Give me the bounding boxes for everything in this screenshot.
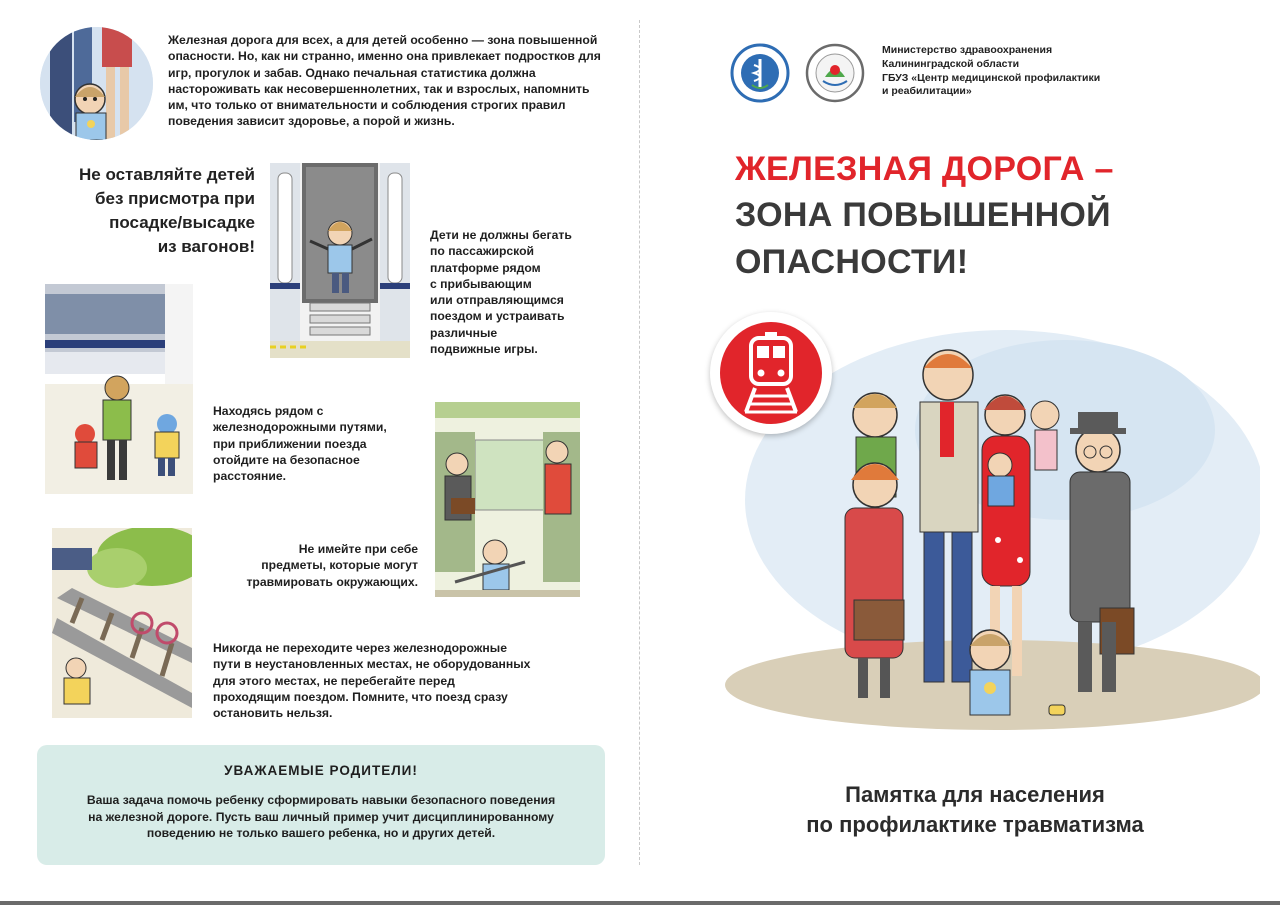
warning-heading-line: посадке/высадке (109, 213, 255, 232)
warning-heading-line: из вагонов! (157, 237, 255, 256)
memo-subtitle (740, 780, 1210, 840)
train-door-illustration (270, 163, 410, 358)
platform-tip-line: поездом и устраивать (430, 309, 565, 324)
brochure-title-line-1: ЖЕЛЕЗНАЯ ДОРОГА – (735, 150, 1114, 188)
ministry-line: ГБУЗ «Центр медицинской профилактики (882, 71, 1101, 84)
coach-interior-illustration (435, 402, 580, 597)
warning-heading-line: Не оставляйте детей (78, 165, 255, 184)
platform-tip-line: платформе рядом (430, 260, 541, 275)
items-tip (225, 541, 418, 590)
platform-tip-line: подвижные игры. (430, 342, 538, 357)
crossing-tip (213, 640, 553, 721)
ministry-line: и реабилитации» (882, 85, 972, 98)
health-ministry-seal-icon (730, 43, 790, 103)
tracks-tip-line: расстояние. (213, 469, 286, 484)
tracks-tip (213, 403, 413, 484)
crossing-tip-line: Никогда не переходите через железнодорожные (213, 641, 507, 655)
train-badge (710, 312, 832, 434)
ministry-line: Министерство здравоохранения (882, 44, 1053, 56)
crossing-tip-line: остановить нельзя. (213, 706, 333, 721)
memo-line: Памятка для населения (845, 782, 1105, 807)
crossing-tip-line: проходящим поездом. Помните, что поезд сразу (213, 689, 508, 704)
parents-notice-text (55, 792, 587, 842)
family-illustration (840, 340, 1145, 735)
ministry-line: Калининградской области (882, 57, 1020, 70)
tracks-tip-line: железнодорожными путями, (213, 420, 387, 435)
tracks-tip-line: при приближении поезда (213, 436, 367, 451)
parents-notice-line: поведению не только вашего ребенка, но и других детей. (146, 826, 496, 840)
platform-tip-line: Дети не должны бегать (430, 228, 572, 242)
bottom-border (0, 901, 1280, 905)
crossing-tip-line: пути в неустановленных местах, не оборудованных (213, 657, 531, 672)
brochure-title-line-2: ЗОНА ПОВЫШЕННОЙ (735, 196, 1111, 234)
ministry-header (882, 44, 1142, 99)
platform-train-illustration (45, 284, 193, 494)
platform-tip-line: по пассажирской (430, 244, 535, 259)
parents-notice-line: Ваша задача помочь ребенку сформировать навыки безопасного поведения (86, 793, 556, 807)
parents-notice-title: УВАЖАЕМЫЕ РОДИТЕЛИ! (224, 763, 418, 778)
train-icon (720, 322, 822, 424)
tracks-tip-line: отойдите на безопасное (213, 452, 360, 467)
items-tip-line: Не имейте при себе (298, 542, 418, 556)
crossing-tip-line: для этого местах, не перебегайте перед (213, 673, 455, 688)
parents-notice-line: на железной дороге. Пусть ваш личный пример учит дисциплинированному (88, 809, 554, 824)
boarding-warning-heading (40, 163, 255, 259)
train-badge-circle (720, 322, 822, 424)
page-fold-line (639, 20, 640, 865)
tracks-tip-line: Находясь рядом с (213, 404, 324, 418)
platform-tip-line: с прибывающим (430, 276, 532, 291)
brochure-title-line-3: ОПАСНОСТИ! (735, 243, 969, 281)
platform-tip-line: различные (430, 325, 498, 340)
memo-line: по профилактике травматизма (806, 812, 1144, 837)
platform-tip-line: или отправляющимся (430, 293, 564, 308)
prevention-center-seal-icon (805, 43, 865, 103)
intro-paragraph: Железная дорога для всех, а для детей особенно — зона повышенной опасности. Но, как ни странно, именно она привлекает подростков для игр, прогулок и забав. Однако печальная статистика должна настороживать как несовершеннолетних, так и взрослых, напомнить им, что только от внимательности и соблюдения строгих правил поведения зависит здоровье, а порой и жизнь. (168, 33, 601, 129)
parents-notice-box (37, 745, 605, 865)
platform-tip (430, 227, 600, 357)
intro-child-illustration (40, 27, 153, 140)
items-tip-line: предметы, которые могут (261, 558, 418, 573)
warning-heading-line: без присмотра при (95, 189, 255, 208)
items-tip-line: травмировать окружающих. (246, 574, 418, 589)
railway-tracks-illustration (52, 528, 192, 718)
